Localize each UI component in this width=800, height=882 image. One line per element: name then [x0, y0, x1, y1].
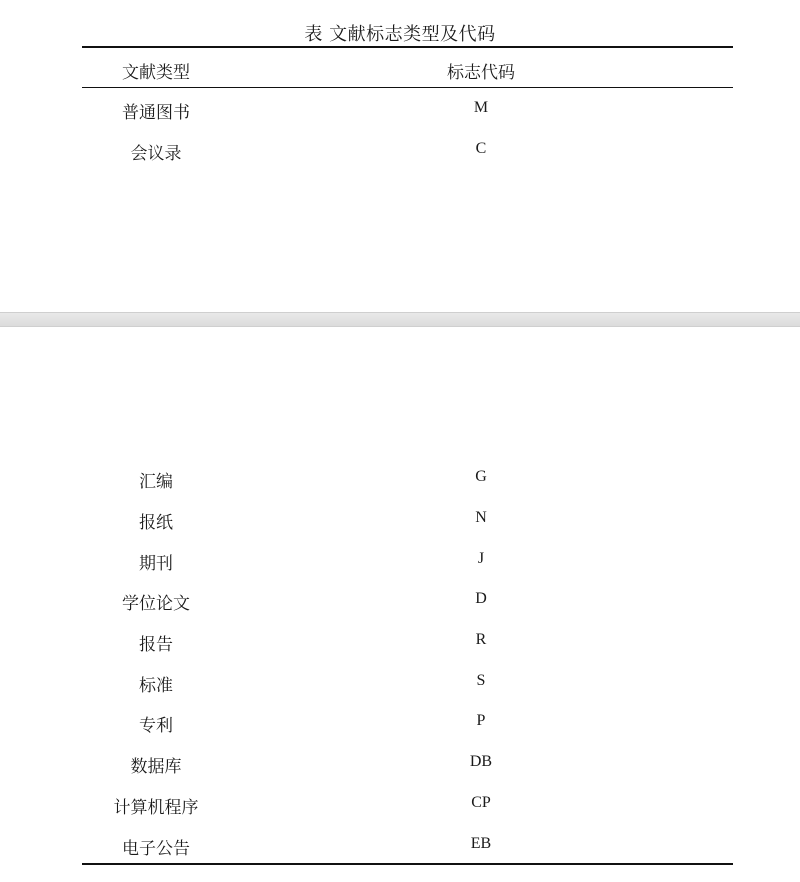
- row-code: G: [475, 468, 487, 485]
- row-code: P: [476, 712, 486, 729]
- row-type: 会议录: [130, 144, 182, 164]
- row-code: N: [475, 509, 487, 526]
- table-bottom-rule: [82, 863, 733, 865]
- row-type: 报纸: [139, 513, 173, 533]
- row-type: 报告: [139, 635, 173, 655]
- row-type: 普通图书: [122, 103, 190, 123]
- row-type: 期刊: [139, 554, 173, 574]
- page-1: [0, 0, 800, 312]
- row-code: C: [475, 140, 487, 157]
- row-type: 数据库: [130, 757, 182, 777]
- row-type: 汇编: [139, 472, 173, 492]
- row-code: R: [475, 631, 487, 648]
- table-caption: 表 文献标志类型及代码: [304, 24, 496, 45]
- row-code: S: [476, 672, 486, 689]
- row-code: D: [475, 590, 487, 607]
- row-type: 电子公告: [122, 839, 190, 859]
- row-type: 标准: [139, 676, 173, 696]
- page-separator: [0, 312, 800, 327]
- header-code: 标志代码: [447, 63, 515, 83]
- row-code: DB: [469, 753, 493, 770]
- row-code: J: [477, 550, 485, 567]
- row-code: CP: [471, 794, 491, 811]
- header-type: 文献类型: [122, 63, 190, 83]
- page-2: [0, 327, 800, 882]
- table-top-rule: [82, 46, 733, 48]
- row-type: 学位论文: [122, 594, 190, 614]
- row-code: M: [473, 99, 489, 116]
- row-type: 专利: [139, 716, 173, 736]
- row-code: EB: [470, 835, 492, 852]
- row-type: 计算机程序: [113, 798, 199, 818]
- header-rule: [82, 87, 733, 88]
